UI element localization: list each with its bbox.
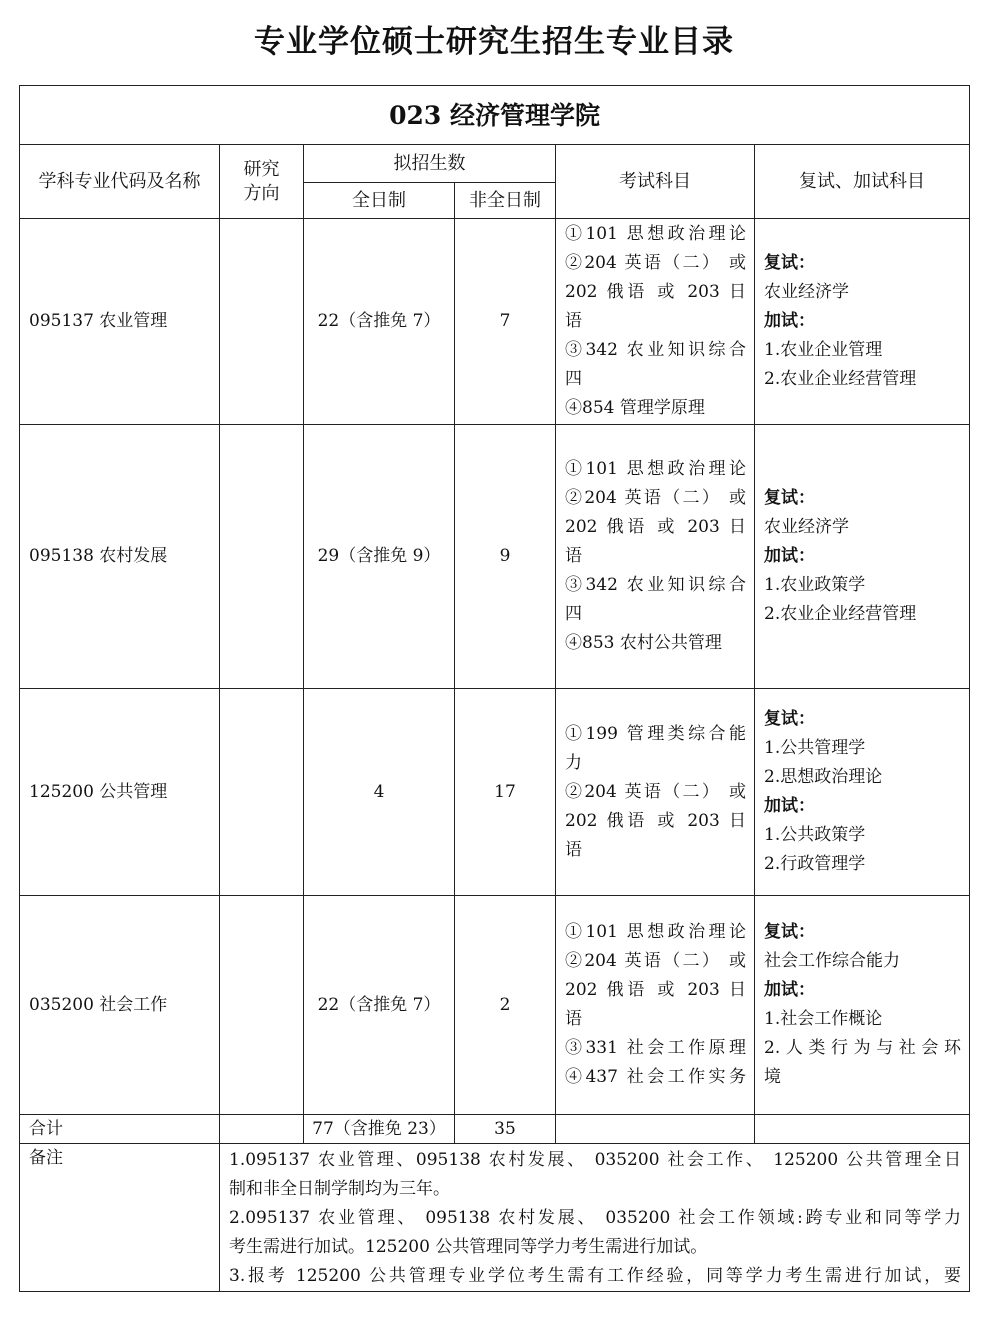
- exam-line: ①101 思想政治理论: [565, 459, 746, 479]
- exam-line: 四: [565, 604, 582, 624]
- exam-line: 四: [565, 369, 582, 389]
- exam-cell: [556, 219, 755, 425]
- extra-line: 2.行政管理学: [764, 854, 866, 874]
- exam-line: 202 俄语 或 203 日: [565, 810, 746, 831]
- page-title: 专业学位硕士研究生招生专业目录: [254, 24, 734, 60]
- retest-label: 复试：: [764, 709, 815, 729]
- direction-cell: [220, 425, 304, 689]
- remarks-content: [220, 1144, 970, 1292]
- exam-line: ①199 管理类综合能: [565, 723, 746, 744]
- exam-cell: [556, 896, 755, 1115]
- part-time-cell: 2: [455, 896, 556, 1115]
- extra-label: 加试：: [764, 980, 815, 1000]
- retest-cell: [755, 896, 970, 1115]
- part-time-cell: 9: [455, 425, 556, 689]
- department-title: 023 经济管理学院: [20, 86, 970, 145]
- retest-line: 社会工作综合能力: [764, 951, 900, 971]
- header-subject: 学科专业代码及名称: [20, 145, 220, 219]
- total-retest-cell: [755, 1115, 970, 1144]
- header-direction: [220, 145, 304, 219]
- table-row: [20, 689, 970, 896]
- retest-label: 复试：: [764, 922, 815, 942]
- exam-line: 语: [565, 311, 582, 331]
- full-time-cell: 22（含推免 7）: [304, 219, 455, 425]
- header-exam: 考试科目: [556, 145, 755, 219]
- retest-cell: [755, 425, 970, 689]
- header-retest: 复试、加试科目: [755, 145, 970, 219]
- exam-line: 语: [565, 1009, 582, 1029]
- subject-cell: 125200 公共管理: [20, 689, 220, 896]
- subject-cell: 095138 农村发展: [20, 425, 220, 689]
- exam-line: ④853 农村公共管理: [565, 633, 722, 653]
- table-row: [20, 896, 970, 1115]
- exam-line: ①101 思想政治理论: [565, 922, 746, 942]
- subject-cell: 095137 农业管理: [20, 219, 220, 425]
- exam-line: 语: [565, 546, 582, 566]
- exam-line: ④854 管理学原理: [565, 398, 705, 418]
- exam-line: ②204 英语（二） 或: [565, 781, 746, 802]
- header-row-1: [20, 145, 970, 183]
- full-time-cell: 22（含推免 7）: [304, 896, 455, 1115]
- remark-line: 3.报考 125200 公共管理专业学位考生需有工作经验，同等学力考生需进行加试，要: [229, 1266, 962, 1286]
- extra-line: 1.农业企业管理: [764, 340, 883, 360]
- full-time-cell: 29（含推免 9）: [304, 425, 455, 689]
- part-time-cell: 17: [455, 689, 556, 896]
- retest-label: 复试：: [764, 253, 815, 273]
- exam-line: ④437 社会工作实务: [565, 1067, 746, 1087]
- retest-line: 农业经济学: [764, 282, 849, 302]
- extra-line: 2.农业企业经营管理: [764, 369, 917, 389]
- retest-label: 复试：: [764, 488, 815, 508]
- full-time-cell: 4: [304, 689, 455, 896]
- header-direction-line1: 研究: [243, 158, 280, 180]
- total-full-time: 77（含推免 23）: [304, 1115, 455, 1144]
- extra-line: 1.社会工作概论: [764, 1009, 883, 1029]
- extra-line: 1.农业政策学: [764, 575, 866, 595]
- extra-label: 加试：: [764, 311, 815, 331]
- extra-label: 加试：: [764, 796, 815, 816]
- exam-line: ③342 农业知识综合: [565, 575, 746, 595]
- remarks-label: 备注: [20, 1144, 220, 1292]
- header-planned: 拟招生数: [304, 145, 556, 183]
- exam-line: ②204 英语（二） 或: [565, 488, 746, 508]
- exam-line: ①101 思想政治理论: [565, 224, 746, 244]
- exam-cell: [556, 689, 755, 896]
- retest-line: 农业经济学: [764, 517, 849, 537]
- retest-cell: [755, 689, 970, 896]
- header-full-time: 全日制: [304, 183, 455, 219]
- direction-cell: [220, 219, 304, 425]
- retest-cell: [755, 219, 970, 425]
- direction-cell: [220, 689, 304, 896]
- exam-line: 202 俄语 或 203 日: [565, 980, 746, 1000]
- direction-cell: [220, 896, 304, 1115]
- exam-line: 202 俄语 或 203 日: [565, 282, 746, 302]
- remark-line: 制和非全日制学制均为三年。: [229, 1179, 450, 1199]
- header-part-time: 非全日制: [455, 183, 556, 219]
- retest-line: 2.思想政治理论: [764, 767, 883, 787]
- remark-line: 2.095137 农业管理、 095138 农村发展、 035200 社会工作领域:跨专业和同等学力: [229, 1208, 962, 1228]
- total-label: 合计: [20, 1115, 220, 1144]
- exam-line: ③331 社会工作原理: [565, 1038, 746, 1058]
- exam-line: 语: [565, 839, 582, 860]
- part-time-cell: 7: [455, 219, 556, 425]
- header-direction-line2: 方向: [243, 182, 280, 204]
- retest-line: 1.公共管理学: [764, 738, 866, 758]
- extra-label: 加试：: [764, 546, 815, 566]
- subject-cell: 035200 社会工作: [20, 896, 220, 1115]
- department-row: [20, 86, 970, 145]
- remarks-row: [20, 1144, 970, 1292]
- extra-line: 境: [764, 1067, 781, 1087]
- extra-line: 2.人类行为与社会环: [764, 1038, 962, 1058]
- exam-line: ③342 农业知识综合: [565, 340, 746, 360]
- exam-line: 力: [565, 752, 582, 773]
- table-row: [20, 425, 970, 689]
- total-part-time: 35: [455, 1115, 556, 1144]
- total-direction-cell: [220, 1115, 304, 1144]
- remark-line: 1.095137 农业管理、095138 农村发展、 035200 社会工作、 125200 公共管理全日: [229, 1150, 962, 1170]
- catalog-table: [19, 85, 970, 1292]
- remark-line: 考生需进行加试。125200 公共管理同等学力考生需进行加试。: [229, 1237, 708, 1257]
- extra-line: 2.农业企业经营管理: [764, 604, 917, 624]
- exam-line: ②204 英语（二） 或: [565, 951, 746, 971]
- total-exam-cell: [556, 1115, 755, 1144]
- exam-line: ②204 英语（二） 或: [565, 253, 746, 273]
- table-row: [20, 219, 970, 425]
- total-row: [20, 1115, 970, 1144]
- extra-line: 1.公共政策学: [764, 825, 866, 845]
- exam-line: 202 俄语 或 203 日: [565, 517, 746, 537]
- exam-cell: [556, 425, 755, 689]
